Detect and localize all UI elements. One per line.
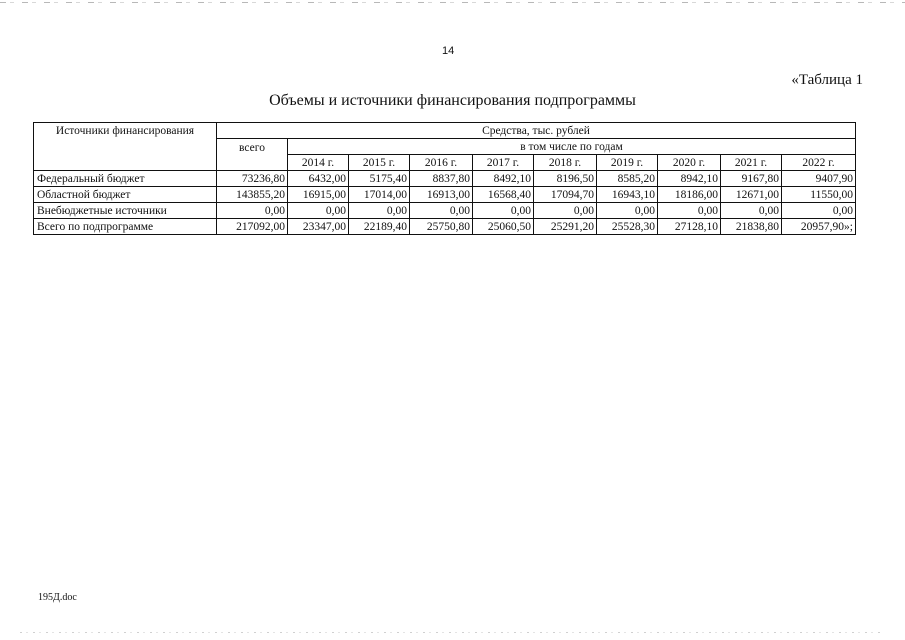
- scan-edge-bottom: [20, 632, 880, 633]
- year-value-cell: 0,00: [597, 203, 658, 219]
- year-value-cell: 0,00: [288, 203, 349, 219]
- total-cell: 0,00: [217, 203, 288, 219]
- year-header: 2017 г.: [473, 155, 534, 171]
- by-years-header: в том числе по годам: [288, 139, 856, 155]
- year-header: 2015 г.: [349, 155, 410, 171]
- year-value-cell: 8585,20: [597, 171, 658, 187]
- table-body: [34, 171, 856, 235]
- year-value-cell: 9167,80: [721, 171, 782, 187]
- year-header: 2021 г.: [721, 155, 782, 171]
- total-cell: 217092,00: [217, 219, 288, 235]
- year-value-cell: 12671,00: [721, 187, 782, 203]
- year-value-cell: 23347,00: [288, 219, 349, 235]
- document-title: Объемы и источники финансирования подпрограммы: [269, 92, 636, 109]
- year-value-cell: 16915,00: [288, 187, 349, 203]
- year-value-cell: 8837,80: [410, 171, 473, 187]
- footer-filename: 195Д.doc: [38, 592, 77, 603]
- year-value-cell: 0,00: [410, 203, 473, 219]
- year-value-cell: 8492,10: [473, 171, 534, 187]
- year-header: 2018 г.: [534, 155, 597, 171]
- year-value-cell: 0,00: [534, 203, 597, 219]
- table-row: [34, 203, 856, 219]
- year-value-cell: 17014,00: [349, 187, 410, 203]
- scan-edge-top: [0, 2, 905, 3]
- year-value-cell: 6432,00: [288, 171, 349, 187]
- year-header: 2016 г.: [410, 155, 473, 171]
- year-value-cell: 16568,40: [473, 187, 534, 203]
- table-row: [34, 171, 856, 187]
- year-value-cell: 21838,80: [721, 219, 782, 235]
- year-header: 2022 г.: [782, 155, 856, 171]
- year-value-cell: 9407,90: [782, 171, 856, 187]
- year-header: 2020 г.: [658, 155, 721, 171]
- year-header: 2014 г.: [288, 155, 349, 171]
- year-value-cell: 0,00: [658, 203, 721, 219]
- financing-table: [33, 122, 856, 235]
- year-value-cell: 20957,90»;: [782, 219, 856, 235]
- table-label: «Таблица 1: [791, 72, 863, 88]
- year-value-cell: 22189,40: [349, 219, 410, 235]
- sources-header: Источники финансирования: [34, 123, 217, 171]
- total-cell: 73236,80: [217, 171, 288, 187]
- table-row: [34, 187, 856, 203]
- table-row: [34, 219, 856, 235]
- year-value-cell: 5175,40: [349, 171, 410, 187]
- source-cell: Внебюджетные источники: [34, 203, 217, 219]
- year-value-cell: 0,00: [721, 203, 782, 219]
- year-value-cell: 16943,10: [597, 187, 658, 203]
- year-value-cell: 11550,00: [782, 187, 856, 203]
- source-cell: Областной бюджет: [34, 187, 217, 203]
- year-value-cell: 25060,50: [473, 219, 534, 235]
- total-cell: 143855,20: [217, 187, 288, 203]
- page-number: 14: [442, 45, 455, 57]
- source-cell: Федеральный бюджет: [34, 171, 217, 187]
- year-value-cell: 25291,20: [534, 219, 597, 235]
- year-value-cell: 27128,10: [658, 219, 721, 235]
- source-cell: Всего по подпрограмме: [34, 219, 217, 235]
- year-value-cell: 0,00: [473, 203, 534, 219]
- year-value-cell: 0,00: [349, 203, 410, 219]
- year-value-cell: 17094,70: [534, 187, 597, 203]
- year-value-cell: 16913,00: [410, 187, 473, 203]
- year-header: 2019 г.: [597, 155, 658, 171]
- year-value-cell: 8196,50: [534, 171, 597, 187]
- funds-header: Средства, тыс. рублей: [217, 123, 856, 139]
- year-value-cell: 18186,00: [658, 187, 721, 203]
- header-row-1: [34, 123, 856, 139]
- year-value-cell: 0,00: [782, 203, 856, 219]
- year-value-cell: 25750,80: [410, 219, 473, 235]
- total-header: всего: [217, 139, 288, 171]
- year-value-cell: 25528,30: [597, 219, 658, 235]
- year-value-cell: 8942,10: [658, 171, 721, 187]
